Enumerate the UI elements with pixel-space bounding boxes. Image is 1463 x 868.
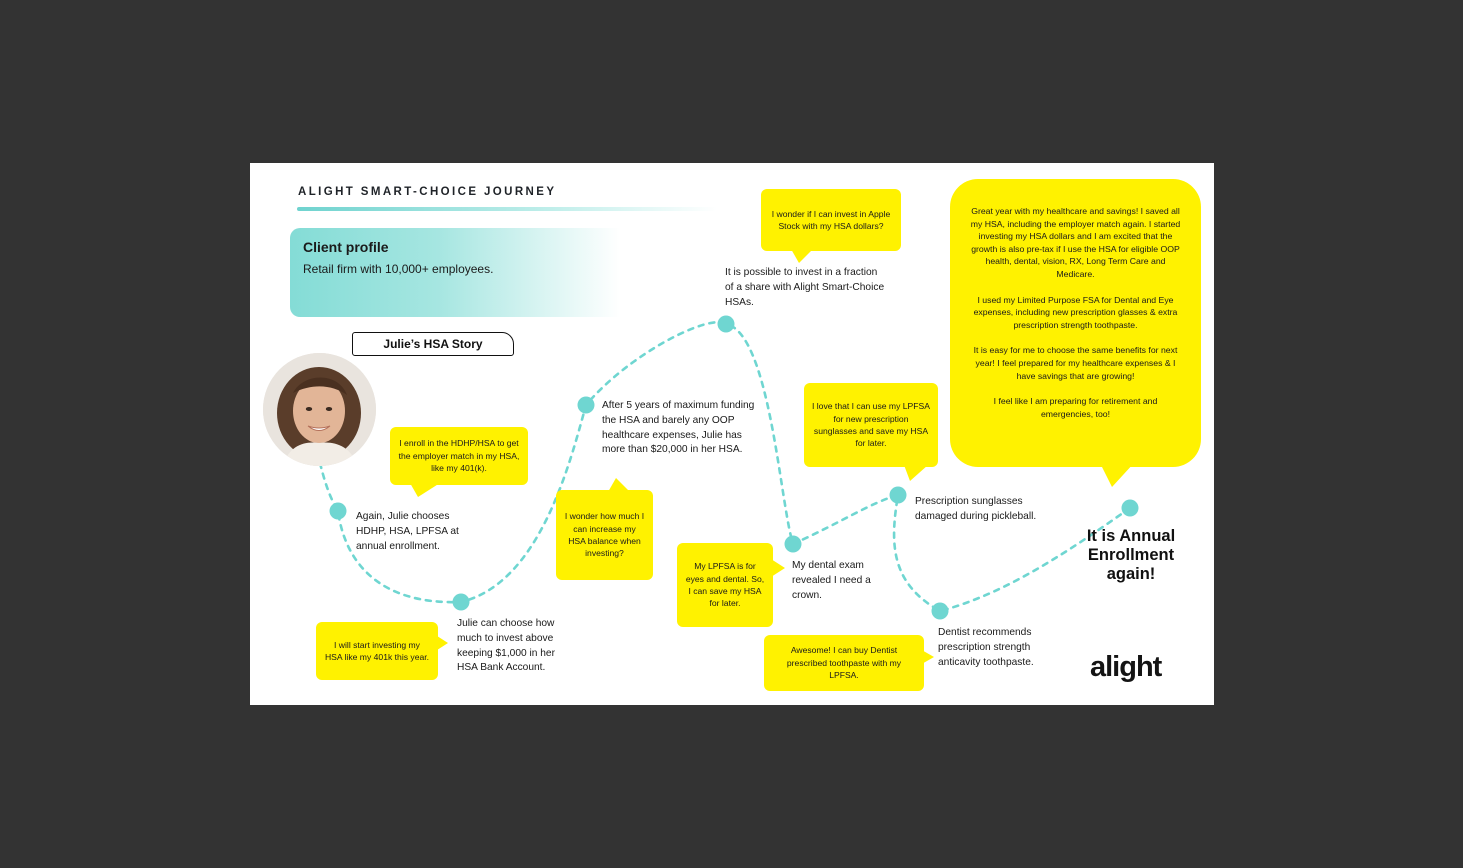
journey-dot-5 <box>785 536 802 553</box>
journey-dot-2 <box>453 594 470 611</box>
step-7-bubble <box>764 635 924 691</box>
journey-dot-8 <box>1122 500 1139 517</box>
finale-text: It is Annual Enrollment again! <box>1086 527 1176 583</box>
step-7-label: Dentist recommends prescription strength anticavity toothpaste. <box>938 627 1034 668</box>
step-6-bubble-tail <box>904 465 928 481</box>
step-5-label: My dental exam revealed I need a crown. <box>792 560 871 601</box>
step-1-bubble-tail <box>410 483 440 497</box>
journey-slide <box>250 163 1214 705</box>
step-1-label: Again, Julie chooses HDHP, HSA, LPFSA at annual enrollment. <box>356 511 459 552</box>
final-thought-paragraph-4: I feel like I am preparing for retirement and emergencies, too! <box>993 396 1158 419</box>
step-5-bubble-text: My LPFSA is for eyes and dental. So, I can save my HSA for later. <box>685 561 765 609</box>
step-5-bubble-tail <box>771 559 785 577</box>
final-thought-paragraph-3: It is easy for me to choose the same benefits for next year! I feel prepared for my healthcare expenses & I have savings that are growing! <box>973 345 1178 381</box>
journey-dot-3 <box>578 397 595 414</box>
step-6-bubble <box>804 383 938 467</box>
step-2-bubble-text: I will start investing my HSA like my 401k this year. <box>324 639 430 662</box>
step-4-bubble-text: I wonder if I can invest in Apple Stock with my HSA dollars? <box>771 208 891 231</box>
step-7-bubble-text: Awesome! I can buy Dentist prescribed toothpaste with my LPFSA. <box>786 645 902 681</box>
step-4-bubble <box>761 189 901 251</box>
step-2-bubble-tail <box>434 634 448 652</box>
step-6-label: Prescription sunglasses damaged during pickleball. <box>915 496 1037 522</box>
step-1-bubble <box>390 427 528 485</box>
final-thought-paragraph-2: I used my Limited Purpose FSA for Dental and Eye expenses, including new prescription glasses & extra prescription strength toothpaste. <box>973 294 1178 330</box>
step-2-label: Julie can choose how much to invest above keeping $1,000 in her HSA Bank Account. <box>457 618 555 674</box>
final-thought-bubble-tail <box>1100 463 1134 487</box>
story-tag: Julie’s HSA Story <box>352 332 514 356</box>
title-underline <box>297 207 717 211</box>
journey-dot-4 <box>718 316 735 333</box>
final-thought-paragraph-1: Great year with my healthcare and savings! I saved all my HSA, including the employer match again. I started investing my HSA dollars and I am excited that the growth is also pre-tax if I use the HSA for eligible OOP health, dental, vision, RX, Long Term Care and Medicare. <box>970 206 1181 279</box>
woman-portrait-icon <box>263 353 376 466</box>
step-3-bubble <box>556 490 653 580</box>
step-4-label: It is possible to invest in a fraction of a share with Alight Smart-Choice HSAs. <box>725 267 885 308</box>
step-5-bubble <box>677 543 773 627</box>
step-3-bubble-tail <box>608 478 630 492</box>
step-4-bubble-tail <box>791 249 813 263</box>
page-title: ALIGHT SMART-CHOICE JOURNEY <box>298 186 557 198</box>
final-thought-bubble <box>950 179 1201 467</box>
avatar <box>263 353 376 466</box>
step-3-bubble-text: I wonder how much I can increase my HSA balance when investing? <box>564 511 645 559</box>
step-3-label: After 5 years of maximum funding the HSA and barely any OOP healthcare expenses, Julie has more than $20,000 in her HSA. <box>602 400 755 456</box>
client-profile-panel <box>290 228 620 317</box>
journey-dot-7 <box>932 603 949 620</box>
step-1-bubble-text: I enroll in the HDHP/HSA to get the employer match in my HSA, like my 401(k). <box>398 438 520 474</box>
alight-logo: alight <box>1090 651 1162 683</box>
step-2-bubble <box>316 622 438 680</box>
step-7-bubble-tail <box>920 649 934 665</box>
client-profile-text: Retail firm with 10,000+ employees. <box>303 262 494 276</box>
step-6-bubble-text: I love that I can use my LPFSA for new prescription sunglasses and save my HSA for later. <box>812 401 930 449</box>
client-profile-heading: Client profile <box>303 239 389 255</box>
journey-dot-1 <box>330 503 347 520</box>
journey-dot-6 <box>890 487 907 504</box>
